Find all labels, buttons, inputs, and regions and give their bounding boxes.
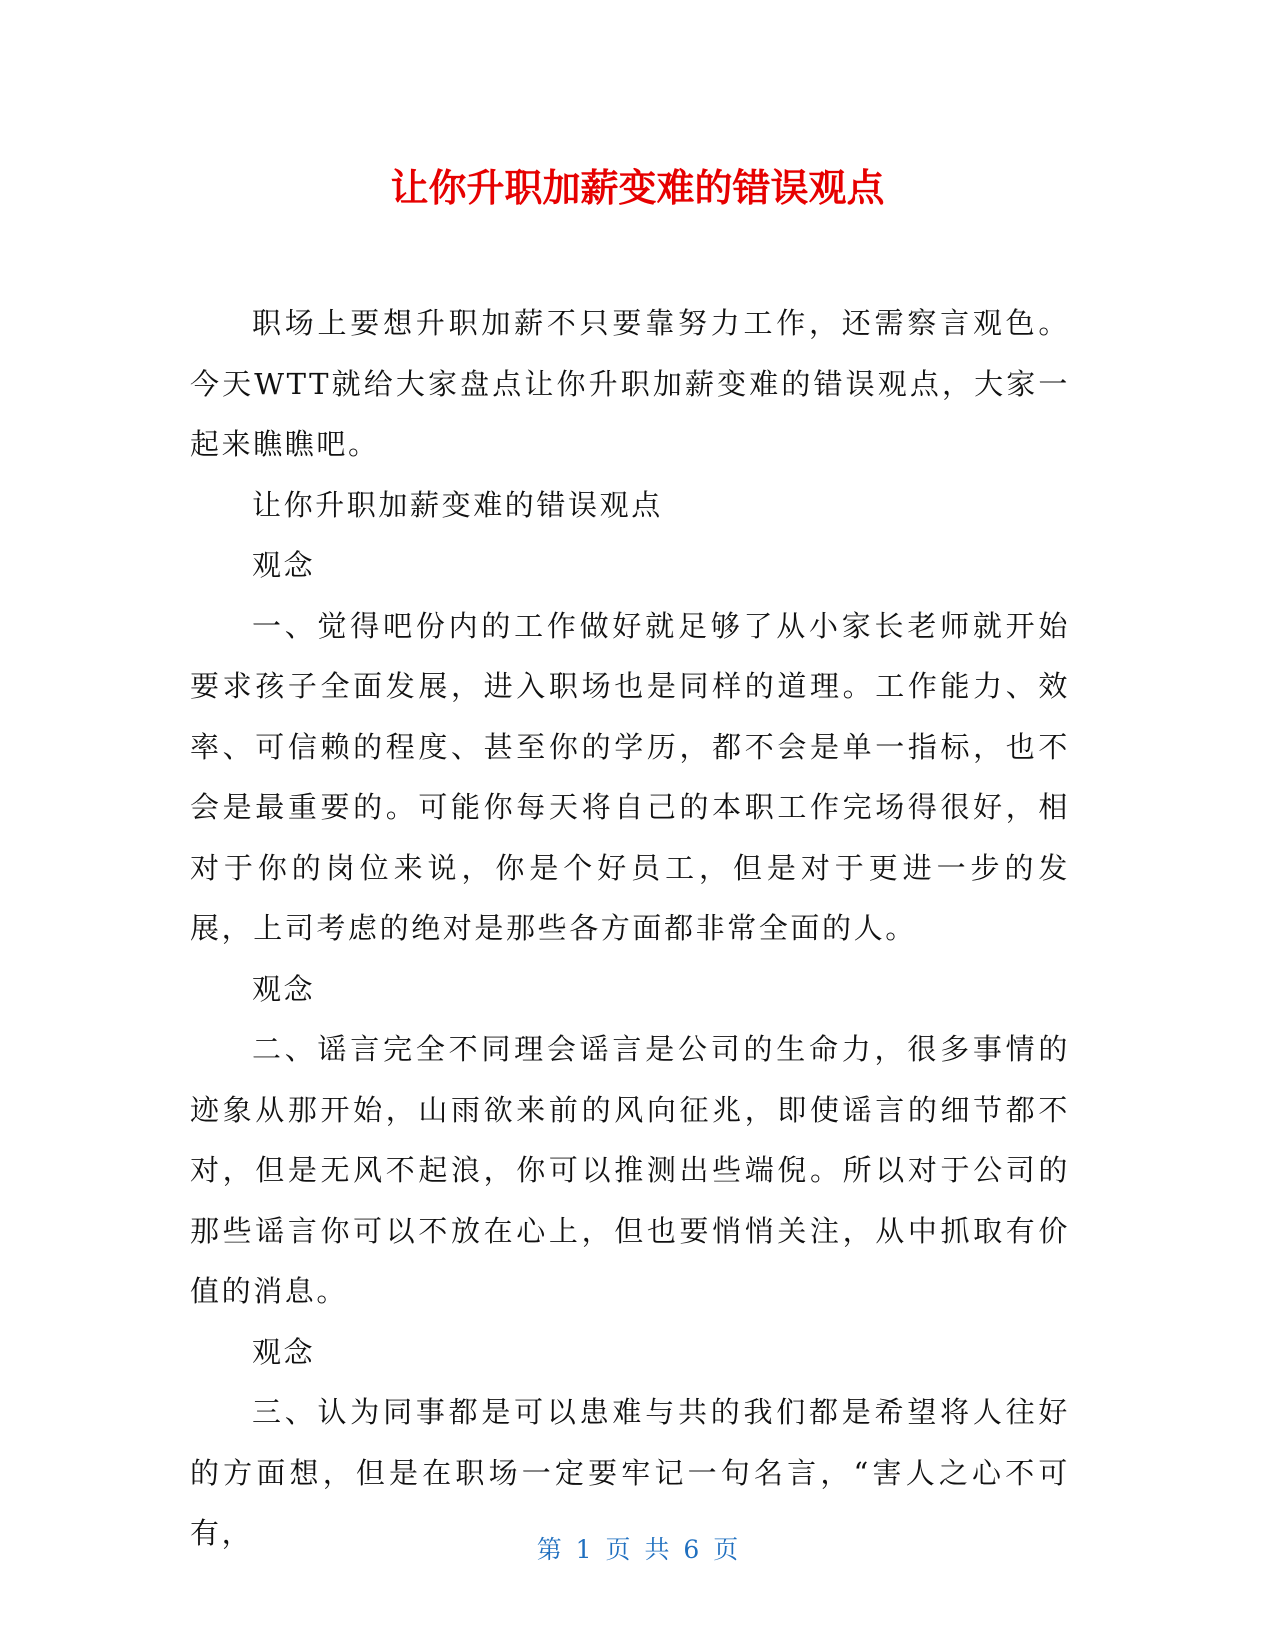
page-number-footer: 第 1 页 共 6 页 xyxy=(536,1535,739,1564)
paragraph-point-3: 三、认为同事都是可以患难与共的我们都是希望将人往好的方面想，但是在职场一定要牢记一句名言，“害人之心不可有， xyxy=(190,1395,1070,1550)
section-label-1: 观念 xyxy=(252,548,316,582)
section-label-3: 观念 xyxy=(252,1334,316,1369)
document-body xyxy=(190,293,1070,1564)
section-label-2: 观念 xyxy=(252,971,316,1006)
document-title: 让你升职加薪变难的错误观点 xyxy=(390,166,885,210)
paragraph-point-2: 二、谣言完全不同理会谣言是公司的生命力，很多事情的迹象从那开始，山雨欲来前的风向征兆，即使谣言的细节都不对，但是无风不起浪，你可以推测出些端倪。所以对于公司的那些谣言你可以不放在心上，但也要悄悄关注，从中抓取有价值的消息。 xyxy=(190,1032,1070,1308)
paragraph-intro: 职场上要想升职加薪不只要靠努力工作，还需察言观色。今天WTT就给大家盘点让你升职加薪变难的错误观点，大家一起来瞧瞧吧。 xyxy=(190,306,1070,461)
paragraph-point-1: 一、觉得吧份内的工作做好就足够了从小家长老师就开始要求孩子全面发展，进入职场也是同样的道理。工作能力、效率、可信赖的程度、甚至你的学历，都不会是单一指标，也不会是最重要的。可能你每天将自己的本职工作完场得很好，相对于你的岗位来说，你是个好员工，但是对于更进一步的发展，上司考虑的绝对是那些各方面都非常全面的人。 xyxy=(190,608,1070,945)
paragraph-subtitle: 让你升职加薪变难的错误观点 xyxy=(252,487,663,522)
